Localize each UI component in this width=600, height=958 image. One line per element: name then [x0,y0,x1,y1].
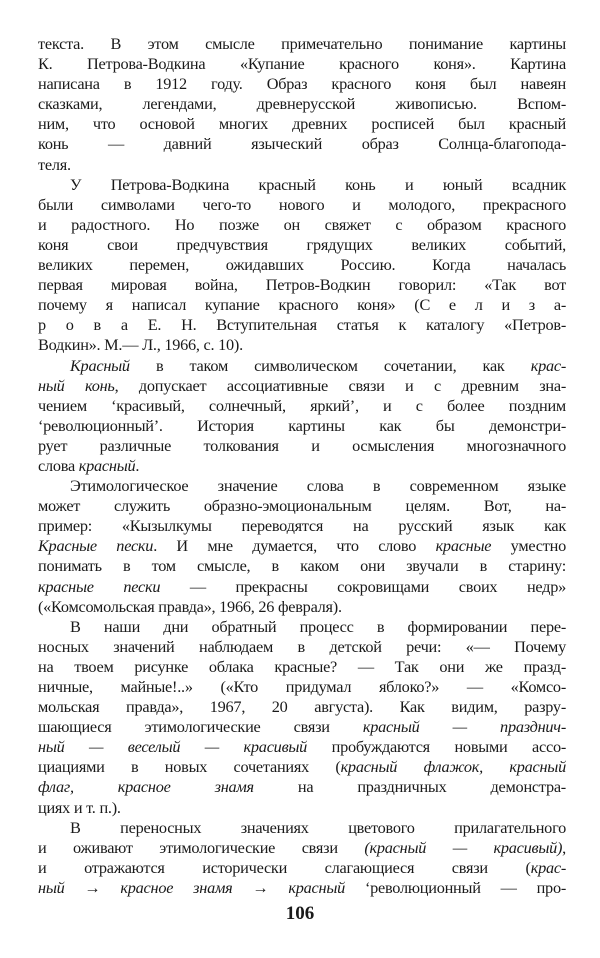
text-line [38,516,566,536]
text-line [38,536,566,556]
italic-text: (красный — красивый) [364,837,563,857]
italic-text: крас- [530,857,566,877]
text-span: сказками, легендами, древнерусской живописью. Вспом- [38,94,566,114]
text-line [38,717,566,737]
text-span: ничные, майные!..» («Кто придумал яблоко?» — «Комсо- [38,677,566,696]
text-line [38,356,566,376]
text-line [38,94,566,114]
page-number: 106 [285,903,315,924]
text-line [38,737,566,757]
text-line [38,878,566,898]
italic-text: красный флажок, красный [340,757,566,777]
text-span: («Комсомольская правда», 1966, 26 февраля). [38,596,342,616]
text-span: — прекрасны сокровищами своих недр» [160,576,566,596]
text-span: и радостного. Но позже он свяжет с образом красного [38,214,566,234]
text-line [38,235,566,255]
text-span: написана в 1912 году. Образ красного коня был навеян [38,74,566,94]
text-line [38,757,566,777]
text-span: слова [38,455,79,475]
italic-text: ный конь [38,375,115,395]
text-span: носных значений наблюдаем в детской речи: «— Почему [38,636,566,656]
italic-text: флаг, красное знамя [38,777,254,797]
text-line [38,215,566,235]
italic-text: ный — веселый — красивый [38,737,308,757]
text-span: мольская правда», 1967, 20 августа). Как видим, разру- [38,697,566,717]
text-span: уместно [491,536,566,556]
text-line [38,858,566,878]
text-line [38,416,566,436]
italic-text: красные [435,536,492,556]
text-line [38,697,566,717]
text-line [38,54,566,74]
text-span: чением ‘красивый, солнечный, яркий’, и с более поздним [38,395,566,415]
text-line [38,134,566,154]
text-span: рует различные толкования и осмысления многозначного [38,435,566,455]
text-line [38,798,566,818]
text-line [38,175,566,195]
text-line [38,275,566,295]
text-line [38,335,566,355]
text-line [38,556,566,576]
text-line [38,637,566,657]
text-span: пробуждаются новыми ассо- [307,737,567,757]
italic-text: красный — празднич- [362,717,566,737]
text-span: конь — давний языческий образ Солнца-благопода- [38,134,566,154]
text-span: К. Петрова-Водкина «Купание красного коня». Картина [38,54,566,74]
text-span: , допускает ассоциативные связи и с древним зна- [114,375,567,395]
text-line [38,818,566,838]
text-span: ‘революционный’. История картины как бы демонстри- [38,415,566,435]
text-line [38,476,566,496]
text-span: на праздничных демонстра- [253,777,566,797]
text-line [38,838,566,858]
italic-text: красные пески [38,576,161,596]
text-line [38,677,566,697]
text-span: Водкин». М.— Л., 1966, с. 10). [38,335,243,355]
text-line [38,597,566,617]
text-span: в таком символическом сочетании, как [129,355,531,375]
text-line [38,114,566,134]
text-span: были символами чего-то нового и молодого, прекрасного [38,194,566,214]
text-line [38,396,566,416]
italic-text: ный → красное знамя → красный [38,877,345,897]
text-span: ‘революционный — про- [345,877,567,897]
text-line [38,74,566,94]
text-span: коня свои предчувствия грядущих великих событий, [38,234,566,254]
text-line [38,496,566,516]
text-span: р о в а Е. Н. Вступительная статья к каталогу «Петров- [38,315,566,335]
text-span: циях и т. п.). [38,797,121,817]
text-span: на твоем рисунке облака красные? — Так они же празд- [38,656,566,676]
text-span: текста. В этом смысле примечательно понимание картины [38,34,566,53]
text-span: теля. [38,154,71,174]
text-line [38,155,566,175]
text-line [38,436,566,456]
italic-text: красный [78,455,136,475]
text-span: В переносных значениях цветового прилагательного [70,817,566,837]
text-line [38,195,566,215]
italic-text: крас- [530,355,566,375]
text-span: циациями в новых сочетаниях ( [38,757,341,777]
text-span: великих перемен, ожидавших Россию. Когда началась [38,255,566,275]
book-page-text [38,34,566,898]
text-span: Этимологическое значение слова в современном языке [70,476,566,496]
text-span: и отражаются исторически слагающиеся связи ( [38,857,531,877]
text-span: . [135,455,140,475]
text-line [38,315,566,335]
text-line [38,577,566,597]
italic-text: Красные пески [38,536,154,556]
text-span: может служить образно-эмоциональным целям. Вот, на- [38,496,566,516]
text-span: почему я написал купание красного коня» (С е л и з а- [38,295,566,315]
text-line [38,34,566,54]
text-span: первая мировая война, Петров-Водкин говорил: «Так вот [38,275,566,295]
text-span: шающиеся этимологические связи [38,717,363,737]
text-span: В наши дни обратный процесс в формировании пере- [70,616,566,636]
text-line [38,456,566,476]
text-span: У Петрова-Водкина красный конь и юный всадник [70,174,566,194]
italic-text: Красный [70,355,130,375]
text-span: понимать в том смысле, в каком они звучали в старину: [38,556,566,576]
text-line [38,777,566,797]
text-line [38,376,566,396]
text-line [38,295,566,315]
text-span: и оживают этимологические связи [38,837,365,857]
text-line [38,657,566,677]
text-span: пример: «Кызылкумы переводятся на русский язык как [38,516,566,536]
text-span: , [562,837,566,857]
text-line [38,255,566,275]
text-span: . И мне думается, что слово [153,536,436,556]
text-line [38,617,566,637]
text-span: ним, что основой многих древних росписей был красный [38,114,566,134]
